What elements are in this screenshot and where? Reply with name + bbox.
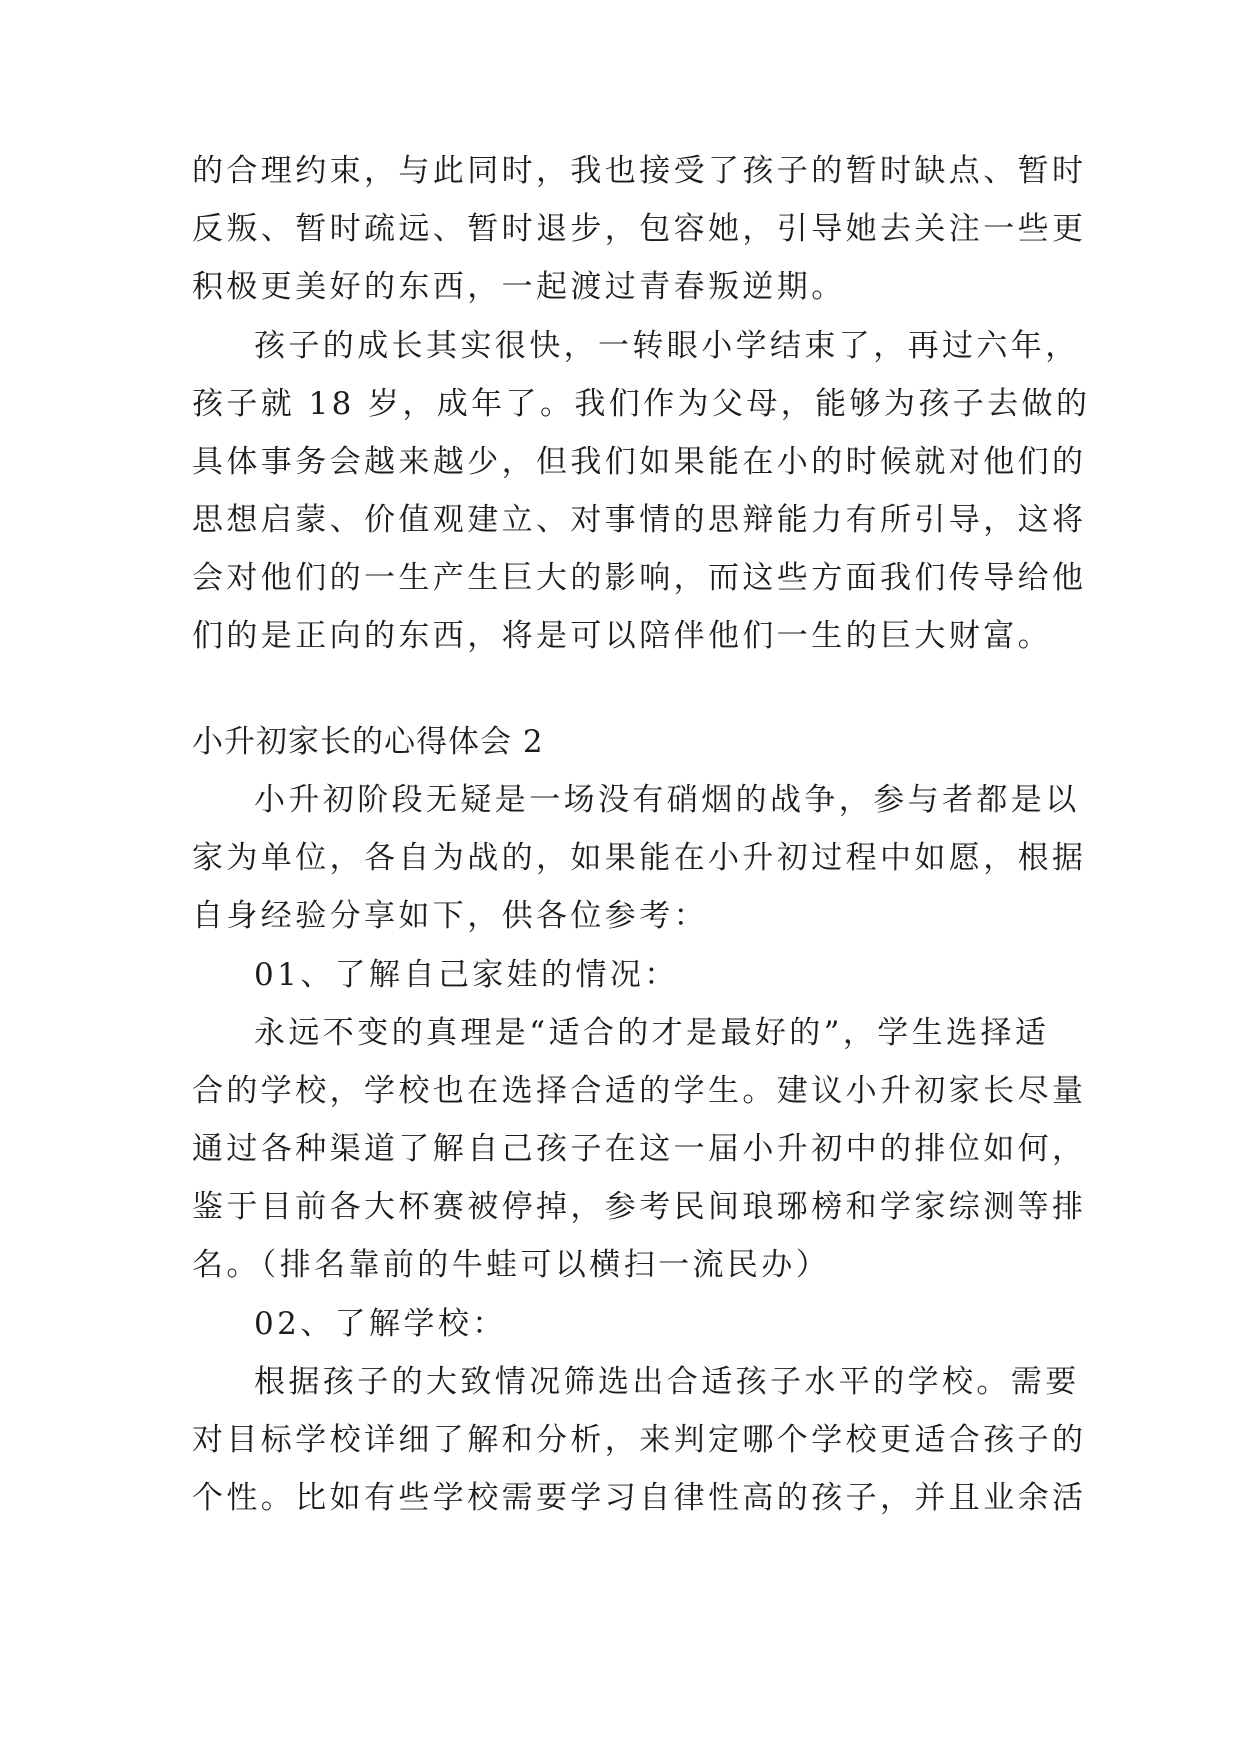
- paragraph-line: 通过各种渠道了解自己孩子在这一届小升初中的排位如何，: [192, 1131, 1087, 1167]
- paragraph-line: 对目标学校详细了解和分析，来判定哪个学校更适合孩子的: [192, 1422, 1087, 1458]
- paragraph-line: 自身经验分享如下，供各位参考：: [192, 898, 708, 934]
- paragraph-line: 反叛、暂时疏远、暂时退步，包容她，引导她去关注一些更: [192, 211, 1087, 247]
- section-title: 小升初家长的心得体会 2: [192, 724, 544, 760]
- paragraph-line: 积极更美好的东西，一起渡过青春叛逆期。: [192, 269, 846, 305]
- paragraph-line: 具体事务会越来越少，但我们如果能在小的时候就对他们的: [192, 444, 1087, 480]
- paragraph-line: 名。（排名靠前的牛蛙可以横扫一流民办）: [192, 1247, 831, 1283]
- paragraph-line: 的合理约束，与此同时，我也接受了孩子的暂时缺点、暂时: [192, 153, 1087, 189]
- paragraph-line: 鉴于目前各大杯赛被停掉，参考民间琅琊榜和学家综测等排: [192, 1189, 1087, 1225]
- paragraph-line: 根据孩子的大致情况筛选出合适孩子水平的学校。需要: [254, 1364, 1080, 1400]
- section-subheading: 01、了解自己家娃的情况：: [254, 957, 679, 993]
- paragraph-line: 合的学校，学校也在选择合适的学生。建议小升初家长尽量: [192, 1073, 1087, 1109]
- paragraph-line: 个性。比如有些学校需要学习自律性高的孩子，并且业余活: [192, 1480, 1087, 1516]
- paragraph-line: 永远不变的真理是“适合的才是最好的”，学生选择适: [254, 1015, 1050, 1051]
- paragraph-line: 思想启蒙、价值观建立、对事情的思辩能力有所引导，这将: [192, 502, 1087, 538]
- paragraph-line: 孩子的成长其实很快，一转眼小学结束了，再过六年，: [254, 328, 1080, 364]
- paragraph-line: 会对他们的一生产生巨大的影响，而这些方面我们传导给他: [192, 560, 1087, 596]
- paragraph-line: 家为单位，各自为战的，如果能在小升初过程中如愿，根据: [192, 840, 1087, 876]
- section-subheading: 02、了解学校：: [254, 1306, 507, 1342]
- paragraph-line: 们的是正向的东西，将是可以陪伴他们一生的巨大财富。: [192, 618, 1052, 654]
- paragraph-line: 小升初阶段无疑是一场没有硝烟的战争，参与者都是以: [254, 782, 1080, 818]
- paragraph-line: 孩子就 18 岁，成年了。我们作为父母，能够为孩子去做的: [192, 386, 1091, 422]
